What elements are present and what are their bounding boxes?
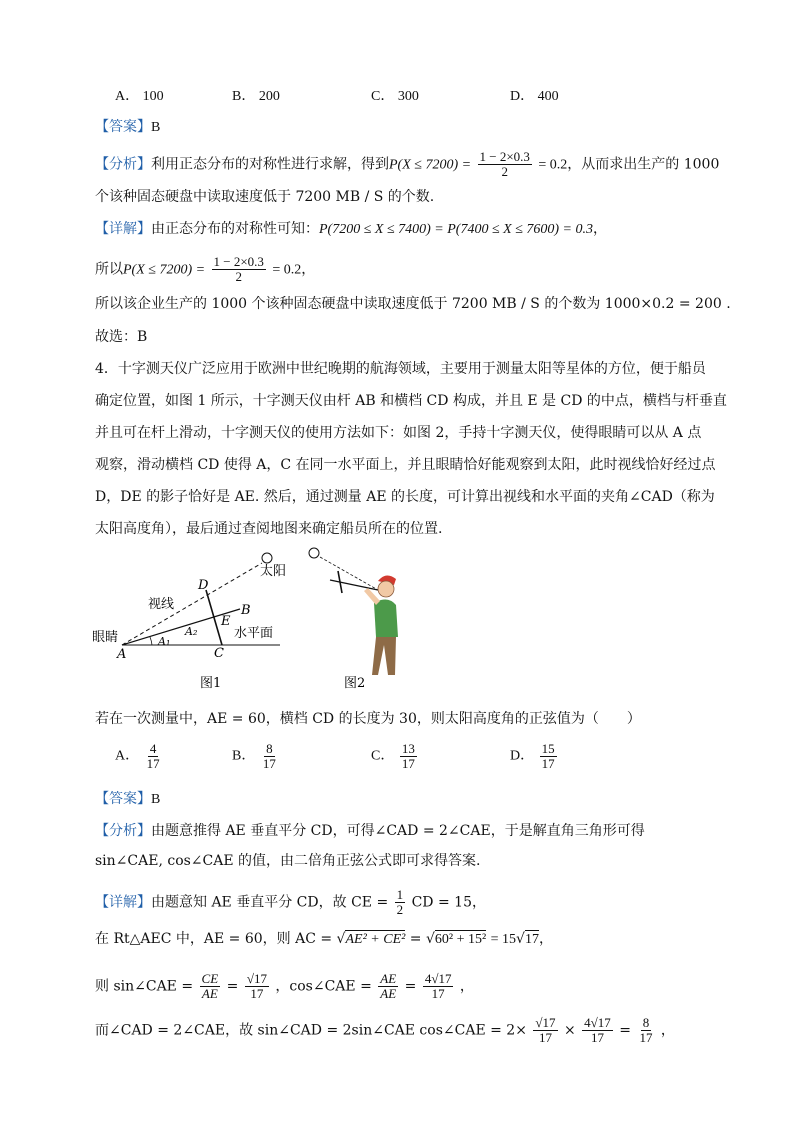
rod-icon — [330, 580, 378, 590]
fraction — [400, 742, 417, 771]
sqrt-expression: AE² + CE² — [345, 932, 406, 947]
label-eye: 眼睛 — [92, 630, 119, 645]
fraction-denominator: 17 — [431, 986, 445, 1001]
label-d: D — [198, 578, 209, 593]
detail-text: 则 sin∠CAE = — [95, 978, 194, 995]
fraction-numerator: CE — [201, 971, 219, 986]
q3-detail — [95, 220, 607, 239]
punctuation: ， — [660, 1022, 675, 1039]
option-letter: C． — [371, 748, 395, 764]
q3-analysis-line2 — [95, 188, 434, 206]
equals-sign: = — [619, 1022, 631, 1039]
fraction-denominator: 17 — [541, 756, 555, 771]
detail-text: 由题意知 AE 垂直平分 CD，故 CE = — [151, 894, 389, 911]
detail-tag: 【详解】 — [95, 894, 151, 911]
formula: P(X ≤ 7200) = — [123, 262, 206, 278]
detail-text: 由正态分布的对称性可知： — [151, 221, 319, 237]
punctuation: ， — [538, 931, 553, 947]
label-e: E — [221, 614, 231, 629]
detail-text: 所以该企业生产的 1000 个该种固态硬盘中读取速度低于 7200 MB / S 的个数为 1000×0.2 = 200 . — [95, 296, 731, 312]
fraction — [145, 742, 162, 771]
q3-conclusion — [95, 295, 731, 313]
fraction-denominator: 17 — [401, 756, 415, 771]
q4-answer — [95, 790, 160, 809]
q4-stem-line — [95, 424, 701, 442]
fraction-denominator: 17 — [590, 1030, 604, 1045]
fraction-numerator: 1 — [396, 887, 404, 902]
detail-tag: 【详解】 — [95, 221, 151, 237]
fraction — [533, 1016, 557, 1045]
prev-option-b — [232, 85, 280, 105]
analysis-text: sin∠CAE, cos∠CAE 的值，由二倍角正弦公式即可求得答案. — [95, 853, 481, 869]
fraction-denominator: 2 — [235, 269, 242, 284]
stem-text: 确定位置，如图 1 所示，十字测天仪由杆 AB 和横档 CD 构成，并且 E 是 CD 的中点，横档与杆垂直 — [95, 393, 727, 409]
angle-arc-icon — [150, 637, 152, 645]
q3-analysis — [95, 150, 719, 179]
fraction-numerator: 1 − 2×0.3 — [479, 149, 530, 164]
label-horizon: 水平面 — [234, 626, 274, 641]
fraction-denominator: 2 — [501, 164, 508, 179]
formula: = 0.2 — [272, 262, 302, 278]
fraction — [212, 255, 266, 284]
sun-icon — [262, 553, 272, 563]
shirt-icon — [374, 599, 398, 637]
fraction — [245, 972, 269, 1001]
figure-1 — [90, 545, 300, 700]
option-letter: B． — [232, 748, 256, 764]
answer-value: B — [151, 120, 161, 135]
q4-stem-line — [95, 488, 715, 506]
q4-detail-3 — [95, 972, 474, 1001]
formula: = 0.2 — [538, 157, 568, 173]
question-text: 若在一次测量中，AE = 60，横档 CD 的长度为 30，则太阳高度角的正弦值为（ ） — [95, 711, 641, 727]
fraction-denominator: 17 — [146, 756, 160, 771]
sun-icon — [309, 548, 319, 558]
formula: P(7200 ≤ X ≤ 7400) = P(7400 ≤ X ≤ 7600) = 0.3 — [319, 222, 593, 237]
detail-text: 而∠CAD = 2∠CAE，故 sin∠CAD = 2sin∠CAE cos∠CAE = 2× — [95, 1022, 527, 1039]
fraction-numerator: 1 − 2×0.3 — [213, 254, 264, 269]
equals-sign: = — [409, 931, 422, 947]
label-sight: 视线 — [148, 597, 175, 612]
sight-line — [320, 557, 378, 590]
figure-2 — [300, 545, 420, 700]
fraction — [423, 972, 454, 1001]
prev-option-d — [510, 85, 559, 105]
q4-detail-4 — [95, 1016, 675, 1045]
fraction — [378, 972, 398, 1001]
fraction-numerator: 15 — [541, 741, 555, 756]
fraction-denominator: 17 — [538, 1030, 552, 1045]
crossbar-cd — [206, 590, 222, 645]
analysis-text: 由题意推得 AE 垂直平分 CD，可得∠CAD = 2∠CAE，于是解直角三角形可得 — [151, 823, 645, 839]
stem-text: 观察，滑动横档 CD 使得 A，C 在同一水平面上，并且眼睛恰好能观察到太阳，此时视线恰好经过点 — [95, 457, 716, 473]
legs-icon — [372, 637, 396, 675]
fraction-denominator: 17 — [250, 986, 264, 1001]
fraction — [637, 1016, 654, 1045]
fraction-numerator: 8 — [642, 1015, 650, 1030]
q4-detail-1 — [95, 888, 486, 917]
fraction-denominator: AE — [201, 986, 218, 1001]
figure-1-caption: 图1 — [200, 676, 222, 691]
fraction — [540, 742, 557, 771]
q3-so — [95, 255, 315, 284]
choose-text: 故选：B — [95, 329, 148, 345]
q3-choose — [95, 328, 147, 346]
fraction-numerator: √17 — [246, 971, 267, 986]
q4-stem-line — [95, 456, 716, 474]
option-value: 100 — [142, 89, 164, 104]
q4-option-d — [510, 742, 559, 771]
stem-text: 太阳高度角），最后通过查阅地图来确定船员所在的位置. — [95, 521, 443, 537]
stem-text: 并且可在杆上滑动，十字测天仪的使用方法如下：如图 2，手持十字测天仪，使得眼睛可以从 A 点 — [95, 425, 702, 441]
q4-detail-2: 在 Rt△AEC 中，AE = 60，则 AC = √AE² + CE² = √60² + 15² = 15√17， — [95, 931, 553, 947]
label-a2: A₂ — [185, 625, 198, 638]
option-value: 200 — [258, 89, 280, 104]
label-c: C — [214, 646, 224, 661]
option-letter: B． — [232, 89, 256, 104]
fraction-numerator: 13 — [401, 741, 415, 756]
analysis-tag: 【分析】 — [95, 823, 151, 839]
fraction-denominator: AE — [380, 986, 397, 1001]
fraction-numerator: 8 — [266, 741, 273, 756]
q4-stem-line — [95, 520, 442, 538]
analysis-text: ，从而求出生产的 1000 — [567, 156, 720, 173]
punctuation: ， — [592, 221, 607, 237]
times-sign: × — [563, 1022, 576, 1039]
label-a1: A₁ — [158, 635, 171, 648]
q3-answer — [95, 118, 160, 137]
stem-text: D，DE 的影子恰好是 AE. 然后，通过测量 AE 的长度，可计算出视线和水平面的夹角∠CAD（称为 — [95, 489, 715, 505]
fraction — [395, 888, 406, 917]
answer-value: B — [151, 792, 161, 807]
figure-2-caption: 图2 — [344, 676, 366, 691]
fraction-denominator: 17 — [262, 756, 276, 771]
sqrt-expression: 17 — [524, 932, 539, 947]
q4-stem-line — [95, 360, 706, 378]
fraction — [261, 742, 278, 771]
option-value: 400 — [537, 89, 559, 104]
option-letter: D． — [510, 748, 535, 764]
q4-analysis — [95, 822, 645, 840]
option-letter: D． — [510, 89, 535, 104]
fraction-numerator: 4√17 — [424, 971, 452, 986]
option-value: 300 — [397, 89, 419, 104]
detail-text: 所以 — [95, 261, 123, 278]
q4-stem-line — [95, 392, 727, 410]
fraction-denominator: 17 — [639, 1030, 653, 1045]
label-a: A — [117, 647, 127, 662]
formula: = 15 — [490, 932, 517, 947]
q4-option-a — [115, 742, 164, 771]
fraction-numerator: AE — [380, 971, 397, 986]
prev-option-a — [115, 85, 164, 105]
detail-text: CD = 15， — [411, 894, 486, 911]
fraction — [582, 1016, 613, 1045]
q4-analysis-line2 — [95, 852, 480, 870]
equals-sign: = — [226, 978, 239, 995]
answer-tag: 【答案】 — [95, 791, 151, 807]
q4-question — [95, 710, 641, 728]
formula: P(X ≤ 7200) = — [389, 157, 472, 173]
punctuation: ， — [459, 978, 474, 995]
option-letter: C． — [371, 89, 395, 104]
label-b: B — [241, 603, 251, 618]
fraction-denominator: 2 — [396, 902, 404, 917]
punctuation: ， — [301, 261, 316, 278]
detail-text: ，cos∠CAE = — [275, 978, 372, 995]
prev-option-c — [371, 85, 419, 105]
head-icon — [378, 581, 394, 597]
equals-sign: = — [404, 978, 417, 995]
option-letter: A． — [115, 89, 140, 104]
detail-text: 在 Rt△AEC 中，AE = 60，则 AC = — [95, 931, 333, 947]
answer-tag: 【答案】 — [95, 119, 151, 135]
analysis-tag: 【分析】 — [95, 156, 151, 173]
fraction-numerator: √17 — [535, 1015, 556, 1030]
q4-option-c — [371, 742, 419, 771]
analysis-text: 利用正态分布的对称性进行求解，得到 — [151, 156, 389, 173]
sqrt-expression: 60² + 15² — [434, 932, 487, 947]
analysis-text: 个该种固态硬盘中读取速度低于 7200 MB / S 的个数. — [95, 189, 435, 205]
label-sun: 太阳 — [260, 564, 287, 579]
q4-option-b — [232, 742, 280, 771]
fraction-numerator: 4 — [149, 741, 157, 756]
fraction — [478, 150, 532, 179]
fraction — [200, 972, 221, 1001]
fraction-numerator: 4√17 — [584, 1015, 611, 1030]
option-letter: A． — [115, 748, 140, 764]
stem-text: 4．十字测天仪广泛应用于欧洲中世纪晚期的航海领域，主要用于测量太阳等星体的方位，便于船员 — [95, 361, 706, 377]
